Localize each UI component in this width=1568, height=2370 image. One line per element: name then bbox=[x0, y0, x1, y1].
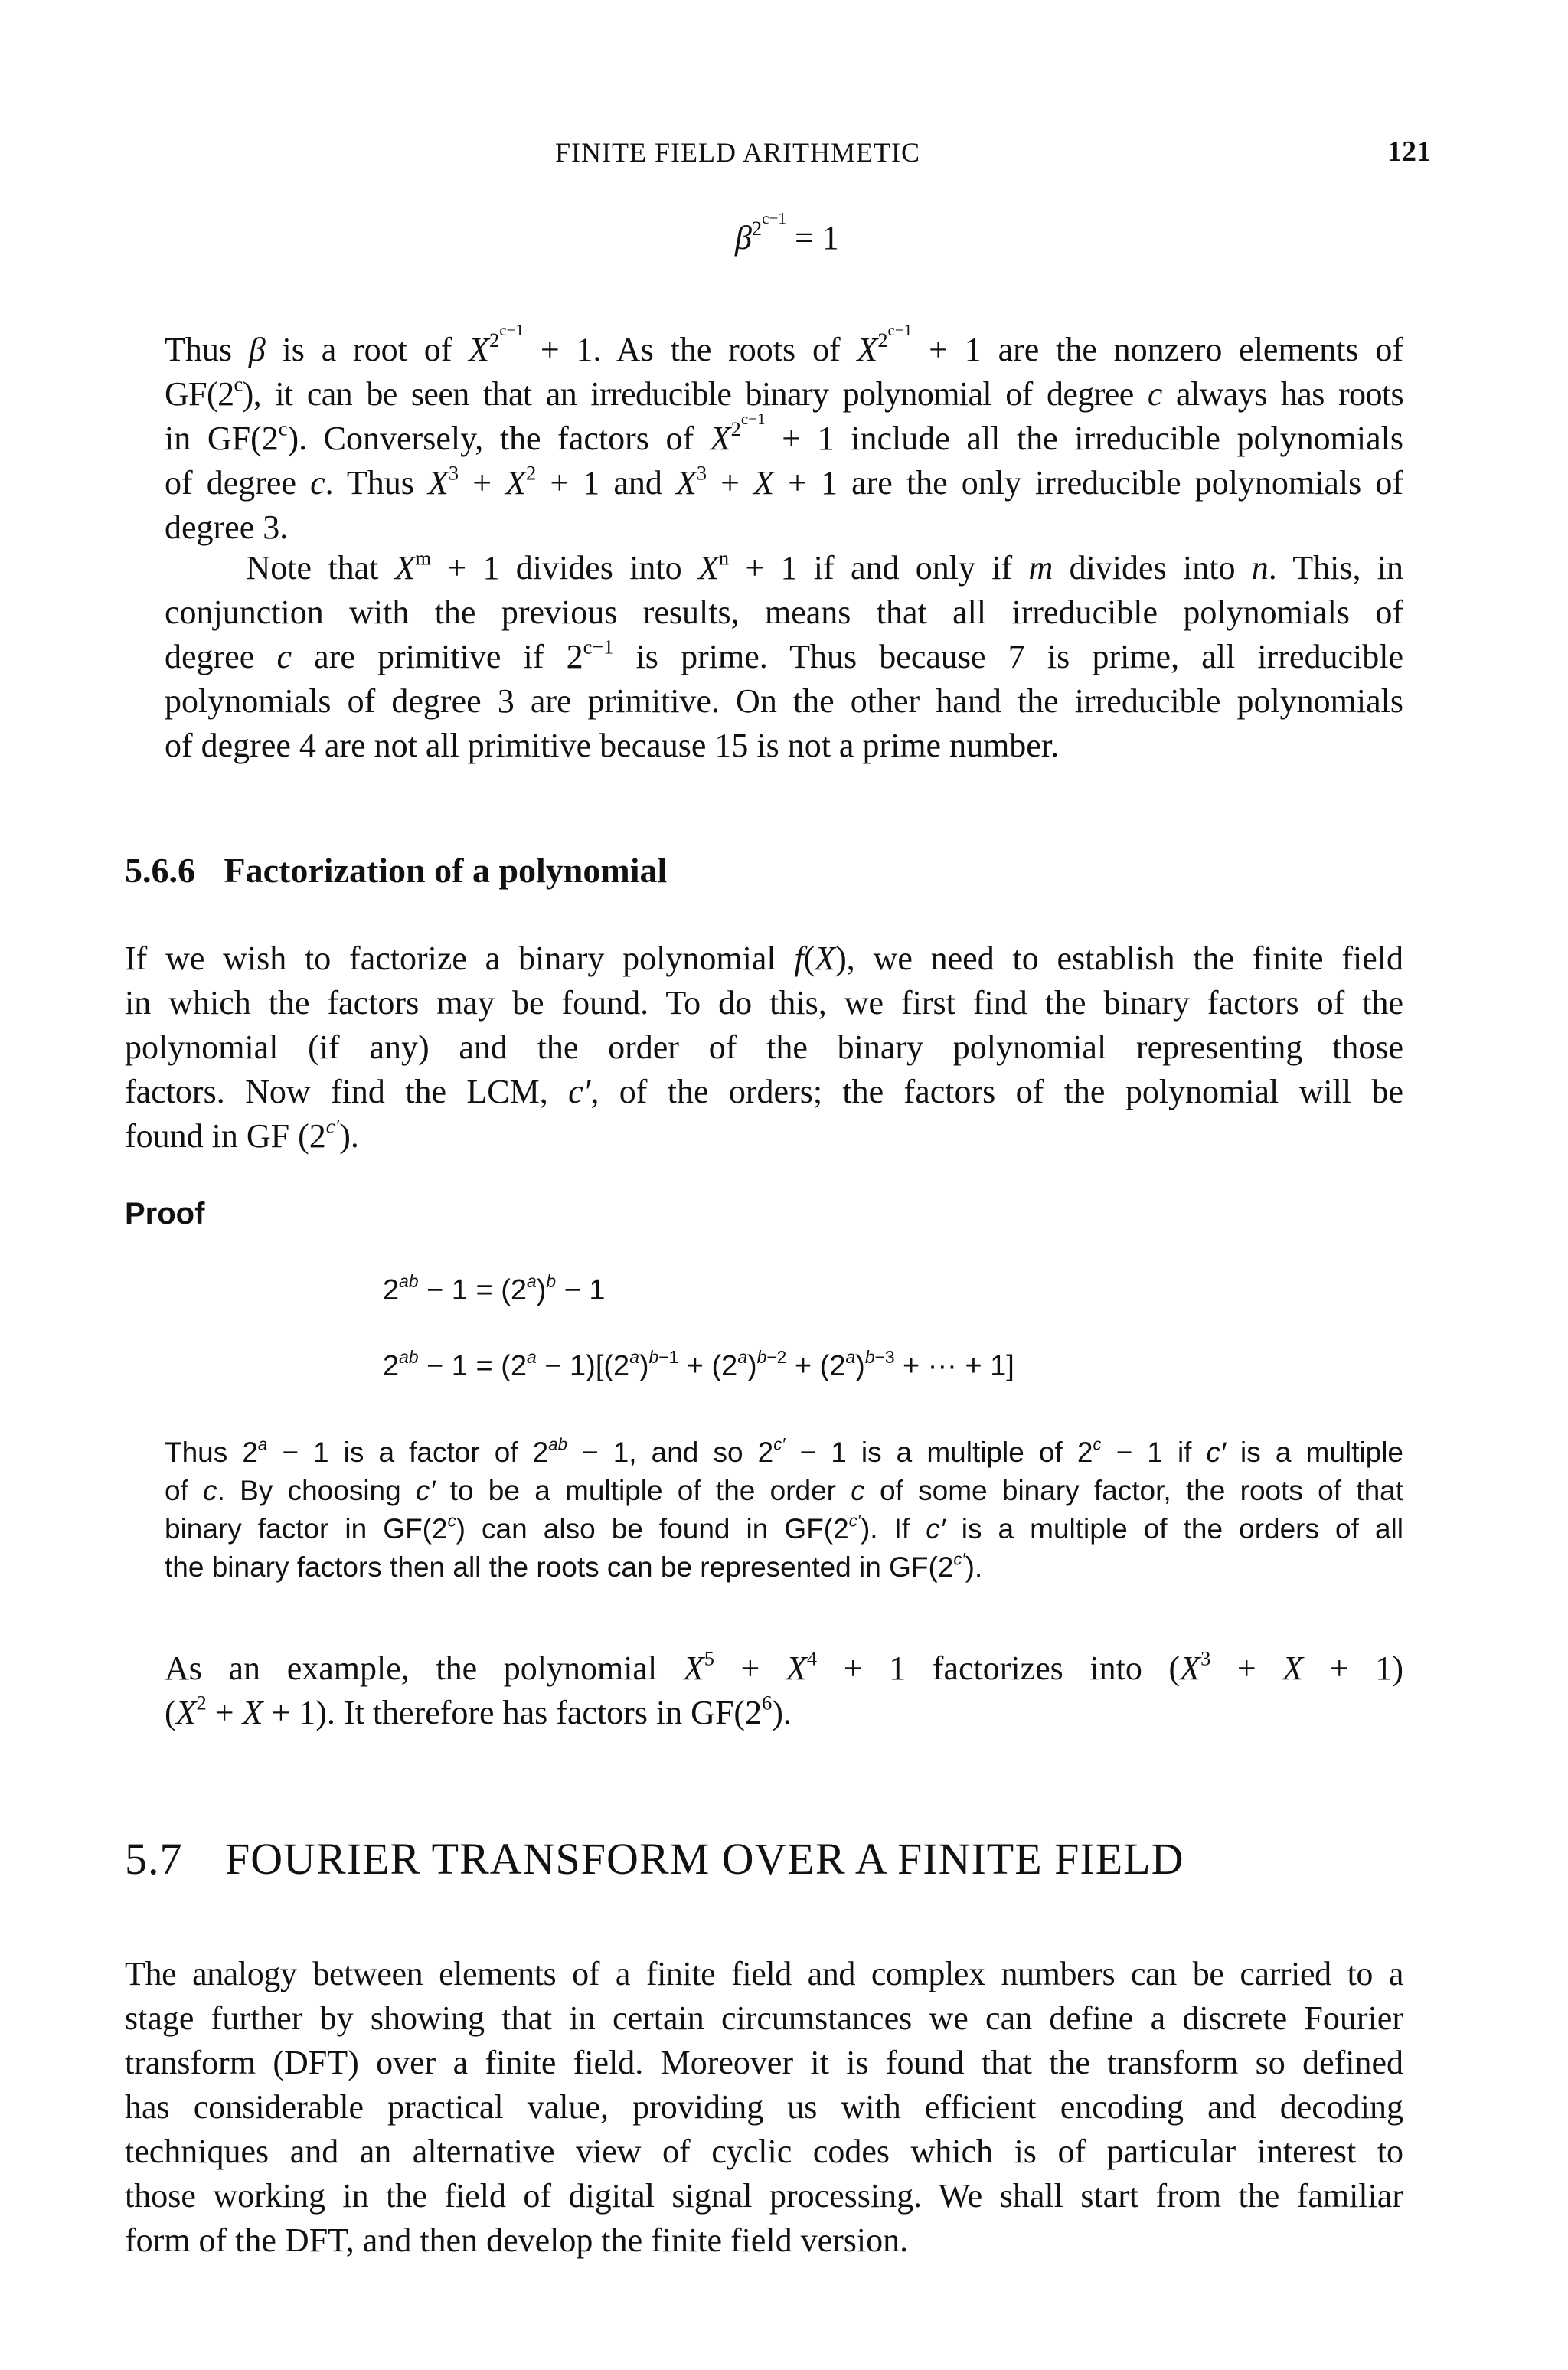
running-header: FINITE FIELD ARITHMETIC bbox=[555, 137, 920, 168]
section-number: 5.6.6 bbox=[125, 851, 195, 890]
paragraph-4: As an example, the polynomial $X^5 + X^4 + 1$ factorizes into $(X^3 + X + 1)$ $(X^2 + X + 1)$. It therefore has factors in $GF(2^6)$. bbox=[165, 1646, 1403, 1731]
section-title: FOURIER TRANSFORM OVER A FINITE FIELD bbox=[225, 1834, 1184, 1884]
section-number: 5.7 bbox=[125, 1834, 183, 1884]
paragraph-5: The analogy between elements of a finite field and complex numbers can be carried to a stage further by showing that in certain circumstances we can define a discrete Fourier transform (DFT) over a finite field. Moreover it is found that the transform so defined has considerable practical value, providing us with efficient encoding and decoding techniques and an alternative view of cyclic codes which is of particular interest to those working in the field of digital signal processing. We shall start from the familiar form of the DFT, and then develop the finite field version. bbox=[125, 1955, 1403, 2259]
equation-proof-2: $2^{ab} - 1 = (2^a - 1)[(2^a)^{b-1} + (2^a)^{b-2} + (2^a)^{b-3}$ + ··· + 1] bbox=[383, 1347, 1014, 1382]
section-heading-5-6-6 bbox=[125, 850, 667, 891]
section-title: Factorization of a polynomial bbox=[224, 851, 668, 890]
equation-beta: $\beta^{2^{c-1}} = 1$ bbox=[735, 209, 839, 257]
page-number: 121 bbox=[1387, 136, 1431, 168]
paragraph-1: Thus β is a root of $X^{2^{c-1}} + 1$. As the roots of $X^{2^{c-1}} + 1$ are the nonzero elements of GF(2$^c$), it can be seen that an irreducible binary polynomial of degree c always has roots in GF(2$^c$). Conversely, the factors of $X^{2^{c-1}} + 1$ include all the irreducible polynomials of degree c. Thus $X^3 + X^2 + 1$ and $X^3 + X + 1$ are the only irreducible polynomials of degree 3. bbox=[165, 320, 1404, 546]
equation-proof-1: $2^{ab} - 1 = (2^a)^b - 1$ bbox=[383, 1271, 606, 1306]
paragraph-3: If we wish to factorize a binary polynomial f(X), we need to establish the finite field in which the factors may be found. To do this, we first find the binary factors of the polynomial (if any) and the order of the binary polynomial representing those factors. Now find the LCM, c′, of the orders; the factors of the polynomial will be found in GF $(2^{c'})$. bbox=[125, 940, 1403, 1155]
proof-heading: Proof bbox=[125, 1197, 205, 1231]
proof-paragraph: Thus $2^a - 1$ is a factor of $2^{ab} - 1$, and so $2^{c'} - 1$ is a multiple of $2^c - 1$ if c′ is a multiple of c. By choosing c′ to be a multiple of the order c of some binary factor, the roots of that binary factor in GF(2$^c$) can also be found in $GF(2^{c'})$. If c′ is a multiple of the orders of all the binary factors then all the roots can be represented in $GF(2^{c'})$. bbox=[165, 1434, 1404, 1583]
paragraph-2: Note that $X^m + 1$ divides into $X^n + 1$ if and only if m divides into n. This, in conjunction with the previous results, means that all irreducible polynomials of degree c are primitive if $2^{c-1}$ is prime. Thus because 7 is prime, all irreducible polynomials of degree 3 are primitive. On the other hand the irreducible polynomials of degree 4 are not all primitive because 15 is not a prime number. bbox=[165, 546, 1404, 764]
section-heading-5-7 bbox=[125, 1833, 1184, 1885]
